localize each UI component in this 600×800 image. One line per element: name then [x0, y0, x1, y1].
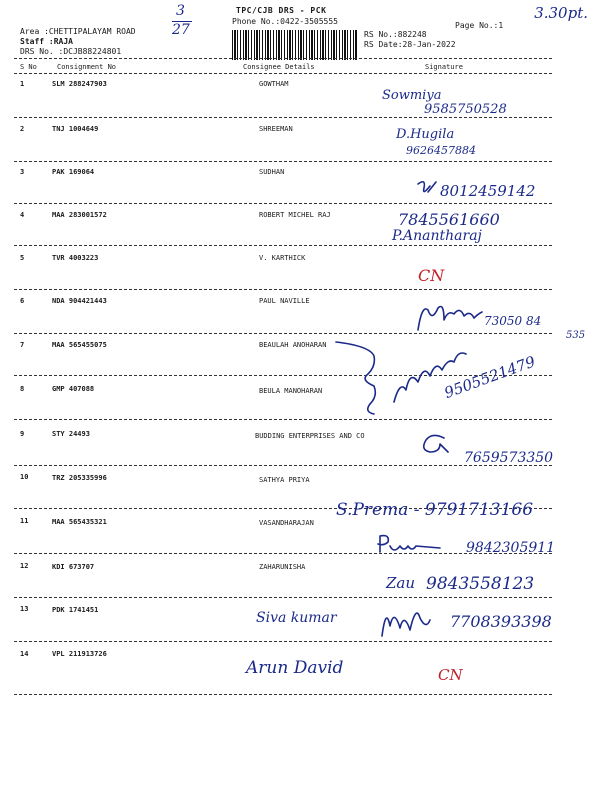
signature-row6 — [414, 300, 484, 336]
signature-row12-phone: 9843558123 — [426, 574, 535, 594]
drs-number: DRS No. :DCJB88224801 — [20, 47, 122, 56]
row-sno: 3 — [20, 168, 25, 176]
area-label: Area :CHETTIPALAYAM ROAD — [20, 27, 136, 36]
row-sno: 8 — [20, 385, 25, 393]
phone-number: Phone No.:0422-3505555 — [232, 17, 338, 26]
row-consignment: MAA 565455075 — [52, 341, 107, 349]
row-consignee: ZAHARUNISHA — [259, 563, 306, 571]
signature-row6-extra: 535 — [566, 330, 586, 341]
row-consignee: SHREEMAN — [259, 125, 293, 133]
row-consignment: VPL 211913726 — [52, 650, 107, 658]
column-header-sno: S No — [20, 63, 37, 71]
row-divider — [14, 117, 552, 118]
row-sno: 4 — [20, 211, 25, 219]
row-consignment: NDA 904421443 — [52, 297, 107, 305]
row-consignment: STY 24493 — [52, 430, 90, 438]
row-consignment: PAK 169064 — [52, 168, 95, 176]
signature-row2-name: D.Hugila — [396, 127, 455, 142]
signature-row13-name: Siva kumar — [256, 610, 337, 626]
column-header-consignee: Consignee Details — [243, 63, 315, 71]
row-sno: 7 — [20, 341, 25, 349]
row-divider — [14, 597, 552, 598]
signature-row11-phone: 9842305911 — [466, 540, 556, 556]
signature-row1-name: Sowmiya — [382, 88, 442, 103]
signature-row12-sig: Zau — [386, 574, 416, 592]
column-header-signature: Signature — [425, 63, 463, 71]
row-consignment: MAA 565435321 — [52, 518, 107, 526]
row-sno: 1 — [20, 80, 25, 88]
row-consignment: PDK 1741451 — [52, 606, 99, 614]
signature-row4-phone: 7845561660 — [398, 210, 500, 229]
row-divider — [14, 419, 552, 420]
row-divider — [14, 245, 552, 246]
rs-number: RS No.:882248 — [364, 30, 427, 39]
row-sno: 12 — [20, 562, 29, 570]
row-sno: 5 — [20, 254, 25, 262]
row-consignment: TNJ 1004649 — [52, 125, 99, 133]
row-consignment: KDI 673707 — [52, 563, 95, 571]
row-consignee: BEULA MANOHARAN — [259, 387, 323, 395]
row-divider — [14, 694, 552, 695]
row-consignee: BEAULAH ANOHARAN — [259, 341, 327, 349]
row5-cn-mark: CN — [418, 266, 445, 285]
row-sno: 11 — [20, 517, 29, 525]
row-divider — [14, 161, 552, 162]
signature-row1-phone: 9585750528 — [424, 102, 507, 117]
row-consignment: MAA 283001572 — [52, 211, 107, 219]
header-divider — [14, 58, 552, 59]
row-consignment: SLM 288247903 — [52, 80, 107, 88]
signature-row9 — [418, 432, 452, 458]
signature-row3-scribble — [414, 178, 438, 200]
row-consignment: TRZ 205335996 — [52, 474, 107, 482]
row-consignee: SUDHAN — [259, 168, 285, 176]
signature-row13-scribble — [376, 600, 436, 640]
top-note-denominator: 27 — [172, 22, 190, 38]
row-sno: 13 — [20, 605, 29, 613]
signature-row14-name: Arun David — [246, 658, 344, 678]
row-consignee: VASANDHARAJAN — [259, 519, 314, 527]
signature-row4-name: P.Anantharaj — [392, 228, 482, 244]
row-consignment: GMP 407088 — [52, 385, 95, 393]
row-consignee: SATHYA PRIYA — [259, 476, 310, 484]
row-divider — [14, 289, 552, 290]
signature-row2-phone: 9626457884 — [406, 144, 476, 157]
row-consignee: V. KARTHICK — [259, 254, 306, 262]
row-sno: 6 — [20, 297, 25, 305]
document-title: TPC/CJB DRS - PCK — [236, 6, 327, 15]
signature-row8-phone: 9505521479 — [441, 352, 538, 402]
row-sno: 2 — [20, 125, 25, 133]
page-number: Page No.:1 — [455, 21, 504, 30]
signature-row3-phone: 8012459142 — [440, 182, 536, 200]
row-divider — [14, 203, 552, 204]
signature-row9-phone: 7659573350 — [464, 450, 554, 466]
signature-row10: S.Prema - 9791713166 — [336, 500, 534, 520]
top-right-note: 3.30pt. — [534, 4, 588, 22]
row-consignee: ROBERT MICHEL RAJ — [259, 211, 331, 219]
top-note-numerator: 3 — [176, 3, 185, 19]
row-sno: 9 — [20, 430, 25, 438]
row-consignee: BUDDING ENTERPRISES AND CO — [255, 432, 365, 440]
row-divider — [14, 641, 552, 642]
row-sno: 10 — [20, 473, 29, 481]
signature-row11 — [374, 532, 444, 558]
row-consignee: PAUL NAVILLE — [259, 297, 310, 305]
row14-cn-mark: CN — [438, 666, 463, 684]
rs-date: RS Date:28-Jan-2022 — [364, 40, 456, 49]
barcode — [232, 30, 358, 60]
signature-row13-phone: 7708393398 — [450, 612, 552, 631]
row-sno: 14 — [20, 650, 29, 658]
signature-row6-phone: 73050 84 — [484, 314, 542, 328]
column-header-consignment: Consignment No — [57, 63, 117, 71]
row-consignee: GOWTHAM — [259, 80, 289, 88]
signature-row7-8 — [330, 340, 470, 420]
column-header-divider — [14, 73, 552, 74]
staff-label: Staff :RAJA — [20, 37, 73, 46]
row-consignment: TVR 4003223 — [52, 254, 99, 262]
